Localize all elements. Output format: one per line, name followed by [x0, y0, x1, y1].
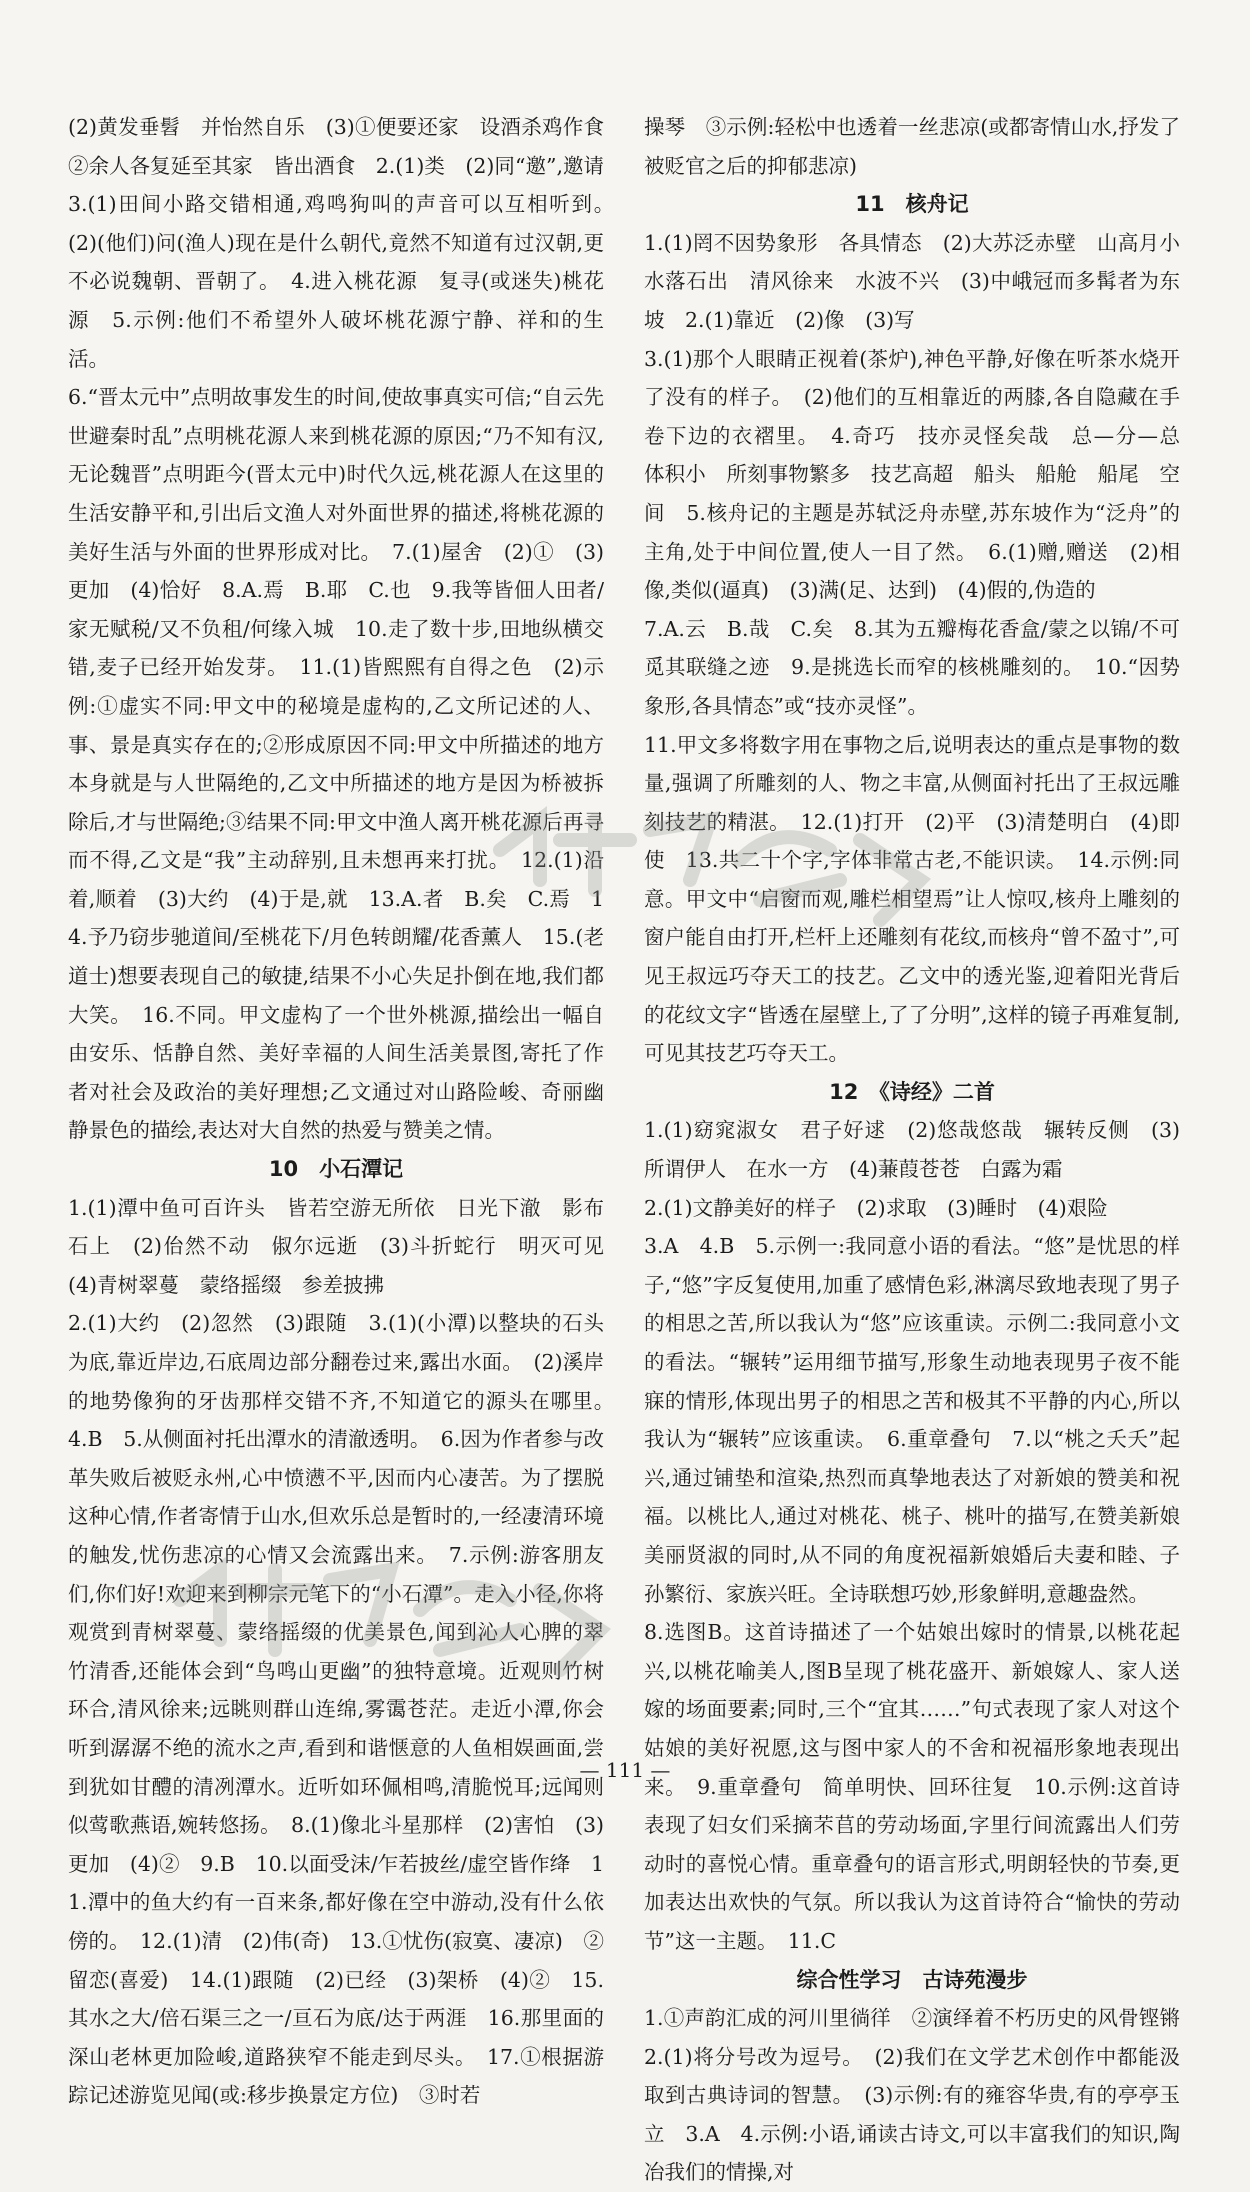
answer-paragraph: 11.甲文多将数字用在事物之后,说明表达的重点是事物的数量,强调了所雕刻的人、物之丰富,从侧面衬托出了王叔远雕刻技艺的精湛。 12.(1)打开 (2)平 (3)清楚明白 (4)即使 13.共二十个字,字体非常古老,不能识读。 14.示例:同意。甲文中“启窗而观,雕栏相望焉”让人惊叹,核舟上雕刻的窗户能自由打开,栏杆上还雕刻有花纹,而核舟“曾不盈寸”,可见王叔远巧夺天工的技艺。乙文中的透光鉴,迎着阳光背后的花纹文字“皆透在屋壁上,了了分明”,这样的镜子再难复制,可见其技艺巧夺天工。: [644, 732, 1180, 1066]
answer-paragraph: 6.“晋太元中”点明故事发生的时间,使故事真实可信;“自云先世避秦时乱”点明桃花源人来到桃花源的原因;“乃不知有汉,无论魏晋”点明距今(晋太元中)时代久远,桃花源人在这里的生活安静平和,引出后文渔人对外面世界的描述,将桃花源的美好生活与外面的世界形成对比。 7.(1)屋舍 (2)① (3)更加 (4)恰好 8.A.焉 B.耶 C.也 9.我等皆佃人田者/家无赋税/又不负租/何缘入城 10.走了数十步,田地纵横交错,麦子已经开始发芽。 11.(1)皆熙熙有自得之色 (2)示例:①虚实不同:甲文中的秘境是虚构的,乙文所记述的人、事、景是真实存在的;②形成原因不同:甲文中所描述的地方本身就是与人世隔绝的,乙文中所描述的地方是因为桥被拆除后,才与世隔绝;③结果不同:甲文中渔人离开桃花源后再寻而不得,乙文是“我”主动辞别,且未想再来打扰。 12.(1)沿着,顺着 (3)大约 (4)于是,就 13.A.者 B.矣 C.焉 14.予乃窃步驰道间/至桃花下/月色转朗耀/花香薰人 15.(老道士)想要表现自己的敏捷,结果不小心失足扑倒在地,我们都大笑。 16.不同。甲文虚构了一个世外桃源,描绘出一幅自由安乐、恬静自然、美好幸福的人间生活美景图,寄托了作者对社会及政治的美好理想;乙文通过对山路险峻、奇丽幽静景色的描绘,表达对大自然的热爱与赞美之情。: [68, 385, 604, 1143]
left-column: [68, 108, 625, 2115]
answer-paragraph: 2.(1)文静美好的样子 (2)求取 (3)睡时 (4)艰险: [644, 1195, 1108, 1220]
answer-paragraph: 1.(1)潭中鱼可百许头 皆若空游无所依 日光下澈 影布石上 (2)佁然不动 俶尔远逝 (3)斗折蛇行 明灭可见 (4)青树翠蔓 蒙络摇缀 参差披拂: [68, 1195, 625, 1297]
answer-paragraph: 7.A.云 B.哉 C.矣 8.其为五瓣梅花香盒/蒙之以锦/不可觅其联缝之迹 9.是挑选长而窄的核桃雕刻的。 10.“因势象形,各具情态”或“技亦灵怪”。: [644, 616, 1180, 718]
answer-paragraph: 8.选图B。这首诗描述了一个姑娘出嫁时的情景,以桃花起兴,以桃花喻美人,图B呈现了桃花盛开、新娘嫁人、家人送嫁的场面要素;同时,三个“宜其……”句式表现了家人对这个姑娘的美好祝愿,这与图中家人的不舍和祝福形象地表现出来。 9.重章叠句 简单明快、回环往复 10.示例:这首诗表现了妇女们采摘芣苢的劳动场面,字里行间流露出人们劳动时的喜悦心情。重章叠句的语言形式,明朗轻快的节奏,更加表达出欢快的气氛。所以我认为这首诗符合“愉快的劳动节”这一主题。 11.C: [644, 1620, 1180, 1953]
answer-paragraph: 3.(1)那个人眼睛正视着(茶炉),神色平静,好像在听茶水烧开了没有的样子。 (2)他们的互相靠近的两膝,各自隐藏在手卷下边的衣褶里。 4.奇巧 技亦灵怪矣哉 总—分—总 体积小 所刻事物繁多 技艺高超 船头 船舱 船尾 空间 5.核舟记的主题是苏轼泛舟赤壁,苏东坡作为“泛舟”的主角,处于中间位置,使人一目了然。 6.(1)赠,赠送 (2)相像,类似(逼真) (3)满(足、达到) (4)假的,伪造的: [644, 346, 1201, 603]
answer-paragraph: 1.(1)窈窕淑女 君子好逑 (2)悠哉悠哉 辗转反侧 (3)所谓伊人 在水一方 (4)蒹葭苍苍 白露为霜: [644, 1118, 1180, 1182]
answer-paragraph: 3.A 4.B 5.示例一:我同意小语的看法。“悠”是忧思的样子,“悠”字反复使用,加重了感情色彩,淋漓尽致地表现了男子的相思之苦,所以我认为“悠”应该重读。示例二:我同意小文的看法。“辗转”运用细节描写,形象生动地表现男子夜不能寐的情形,体现出男子的相思之苦和极其不平静的内心,所以我认为“辗转”应该重读。 6.重章叠句 7.以“桃之夭夭”起兴,通过铺垫和渲染,热烈而真挚地表达了对新娘的赞美和祝福。以桃比人,通过对桃花、桃子、桃叶的描写,在赞美新娘美丽贤淑的同时,从不同的角度祝福新娘婚后夫妻和睦、子孙繁衍、家族兴旺。全诗联想巧妙,形象鲜明,意趣盎然。: [644, 1234, 1180, 1606]
right-column: [644, 108, 1201, 2192]
answer-paragraph: 1.①声韵汇成的河川里徜徉 ②演绎着不朽历史的风骨铿锵 2.(1)将分号改为逗号。 (2)我们在文学艺术创作中都能汲取到古典诗词的智慧。 (3)示例:有的雍容华贵,有的亭亭玉立 3.A 4.示例:小语,诵读古诗文,可以丰富我们的知识,陶冶我们的情操,对: [644, 2006, 1201, 2185]
answer-paragraph: 2.(1)大约 (2)忽然 (3)跟随 3.(1)(小潭)以整块的石头为底,靠近岸边,石底周边部分翻卷过来,露出水面。 (2)溪岸的地势像狗的牙齿那样交错不齐,不知道它的源头在哪里。 4.B 5.从侧面衬托出潭水的清澈透明。 6.因为作者参与改革失败后被贬永州,心中愤懑不平,因而内心凄苦。为了摆脱这种心情,作者寄情于山水,但欢乐总是暂时的,一经凄清环境的触发,忧伤悲凉的心情又会流露出来。 7.示例:游客朋友们,你们好!欢迎来到柳宗元笔下的“小石潭”。走入小径,你将观赏到青树翠蔓、蒙络摇缀的优美景色,闻到沁人心脾的翠竹清香,还能体会到“鸟鸣山更幽”的独特意境。近观则竹树环合,清风徐来;远眺则群山连绵,雾霭苍茫。走近小潭,你会听到潺潺不绝的流水之声,看到和谐惬意的人鱼相娱画面,尝到犹如甘醴的清冽潭水。近听如环佩相鸣,清脆悦耳;远闻则似莺歌燕语,婉转悠扬。 8.(1)像北斗星那样 (2)害怕 (3)更加 (4)② 9.B 10.以面受沫/乍若披丝/虚空皆作绛 11.潭中的鱼大约有一百来条,都好像在空中游动,没有什么依傍的。 12.(1)清 (2)伟(奇) 13.①忧伤(寂寞、凄凉) ②留恋(喜爱) 14.(1)跟随 (2)已经 (3)架桥 (4)② 15.其水之大/倍石渠三之一/亘石为底/达于两涯 16.那里面的深山老林更加险峻,道路狭窄不能走到尽头。 17.①根据游踪记述游览见闻(或:移步换景定方位) ③时若: [68, 1311, 625, 2108]
answer-paragraph: 操琴 ③示例:轻松中也透着一丝悲凉(或都寄情山水,抒发了被贬官之后的抑郁悲凉): [644, 115, 1180, 178]
section-title: 12 《诗经》二首: [829, 1079, 995, 1104]
answer-paragraph: 1.(1)罔不因势象形 各具情态 (2)大苏泛赤壁 山高月小 水落石出 清风徐来 水波不兴 (3)中峨冠而多髯者为东坡 2.(1)靠近 (2)像 (3)写: [644, 230, 1201, 332]
answer-paragraph: (2)黄发垂髫 并怡然自乐 (3)①便要还家 设酒杀鸡作食 ②余人各复延至其家 皆出酒食 2.(1)类 (2)同“邀”,邀请 3.(1)田间小路交错相通,鸡鸣狗叫的声音可以互相听到。 (2)(他们)问(渔人)现在是什么朝代,竟然不知道有过汉朝,更不必说魏朝、晋朝了。 4.进入桃花源 复寻(或迷失)桃花源 5.示例:他们不希望外人破坏桃花源宁静、祥和的生活。: [68, 115, 625, 371]
section-title: 11 核舟记: [855, 192, 969, 217]
section-title: 综合性学习 古诗苑漫步: [796, 1967, 1028, 1992]
page-number: — 111 —: [579, 1758, 671, 1782]
section-title: 10 小石潭记: [268, 1157, 404, 1182]
